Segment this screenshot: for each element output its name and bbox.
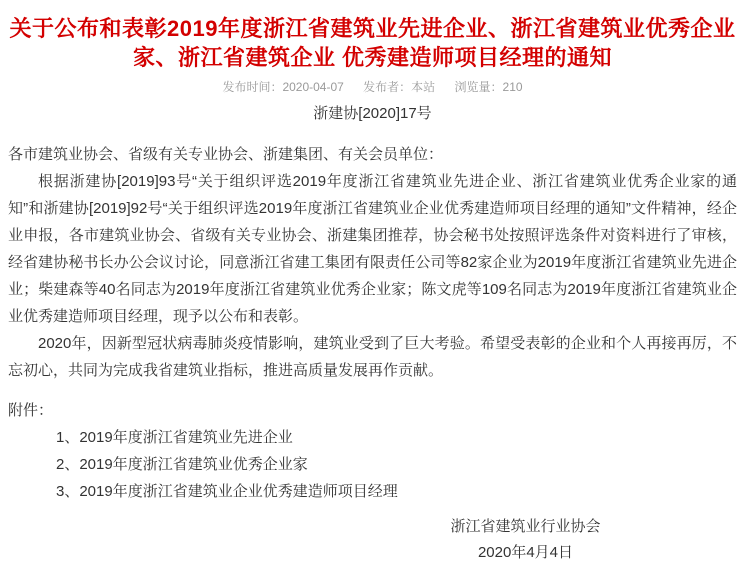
attachment-list xyxy=(56,424,737,505)
signature-organization: 浙江省建筑业行业协会 xyxy=(450,518,601,535)
main-paragraph: 根据浙建协[2019]93号“关于组织评选2019年度浙江省建筑业先进企业、浙江省建筑业优秀企业家的通知”和浙建协[2019]92号“关于组织评选2019年度浙江省建筑业企业优秀建造师项目经理的通知”文件精神，经企业申报，各市建筑业协会、省级有关专业协会、浙建集团推荐，协会秘书处按照评选条件对资料进行了审核，经省建协秘书长办公会议讨论，同意浙江省建工集团有限责任公司等82家企业为2019年度浙江省建筑业先进企业；柴建森等40名同志为2019年度浙江省建筑业优秀企业家；陈文虎等109名同志为2019年度浙江省建筑业企业优秀建造师项目经理，现予以公布和表彰。 xyxy=(8,173,737,325)
list-item xyxy=(56,424,737,451)
salutation-paragraph: 各市建筑业协会、省级有关专业协会、浙建集团、有关会员单位： xyxy=(8,146,444,163)
article-body xyxy=(8,141,737,384)
signature-block xyxy=(298,514,745,564)
signature-date: 2020年4月4日 xyxy=(477,544,574,561)
closing-paragraph: 2020年，因新型冠状病毒肺炎疫情影响，建筑业受到了巨大考验。希望受表彰的企业和个人再接再厉，不忘初心，共同为完成我省建筑业指标，推进高质量发展再作贡献。 xyxy=(8,335,737,379)
publish-time: 发布时间：2020-04-07 xyxy=(222,80,344,94)
article-meta xyxy=(8,79,737,95)
attachments-label: 附件： xyxy=(8,402,54,419)
view-count: 浏览量：210 xyxy=(454,80,523,94)
attachment-link-outstanding-entrepreneurs[interactable]: 2、2019年度浙江省建筑业优秀企业家 xyxy=(56,456,308,473)
list-item xyxy=(56,451,737,478)
list-item xyxy=(56,478,737,505)
attachment-link-outstanding-project-managers[interactable]: 3、2019年度浙江省建筑业企业优秀建造师项目经理 xyxy=(56,483,398,500)
attachments-section xyxy=(8,397,737,505)
attachment-link-advanced-enterprises[interactable]: 1、2019年度浙江省建筑业先进企业 xyxy=(56,429,293,446)
page-title: 关于公布和表彰2019年度浙江省建筑业先进企业、浙江省建筑业优秀企业家、浙江省建筑企业 优秀建造师项目经理的通知 xyxy=(9,16,736,70)
publisher: 发布者：本站 xyxy=(363,80,436,94)
document-number: 浙建协[2020]17号 xyxy=(313,105,432,122)
